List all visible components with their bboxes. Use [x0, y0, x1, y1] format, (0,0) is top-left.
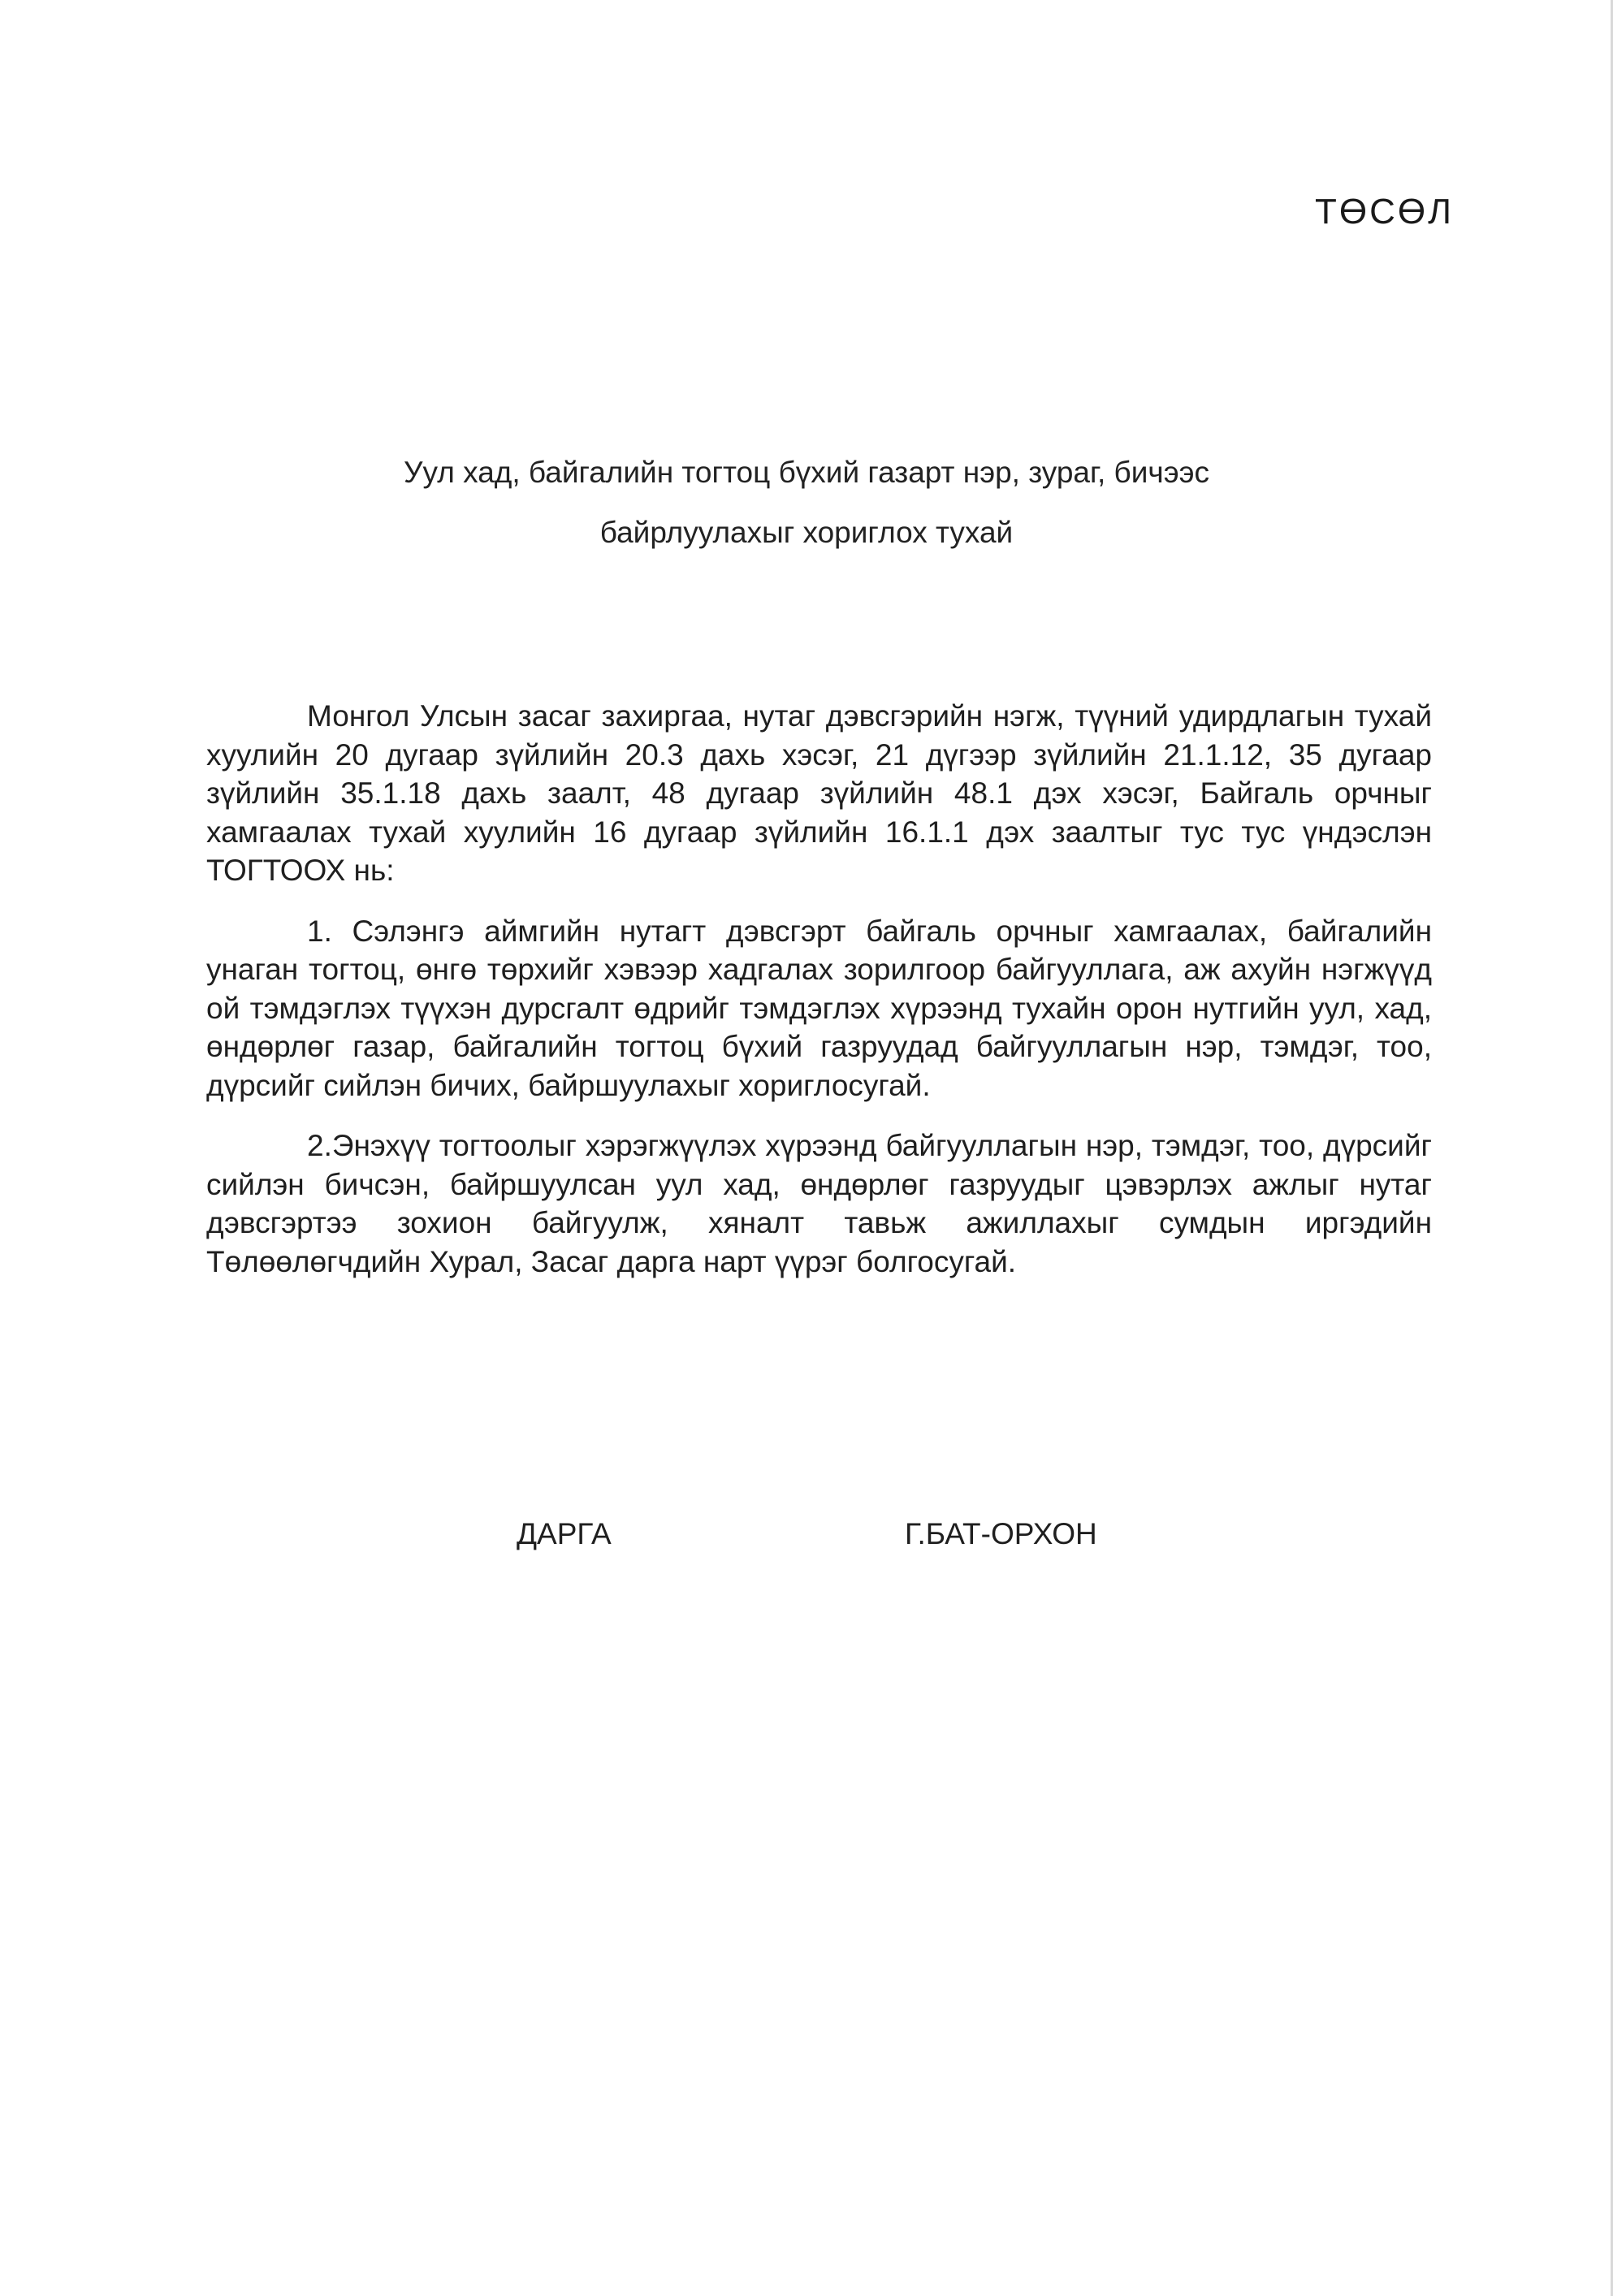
clause-2-paragraph: 2.Энэхүү тогтоолыг хэрэгжүүлэх хүрээнд байгууллагын нэр, тэмдэг, тоо, дүрсийг сийлэн бичсэн, байршуулсан уул хад, өндөрлөг газруудыг цэвэрлэх ажлыг нутаг дэвсгэртээ зохион байгуулж, хяналт тавьж ажиллахыг сумдын иргэдийн Төлөөлөгчдийн Хурал, Засаг дарга нарт үүрэг болгосугай. — [206, 1129, 1432, 1278]
signatory-name: Г.БАТ-ОРХОН — [905, 1517, 1097, 1550]
draft-label: ТӨСӨЛ — [1315, 192, 1454, 231]
document-title — [244, 443, 1369, 563]
preamble-paragraph: Монгол Улсын засаг захиргаа, нутаг дэвсгэрийн нэгж, түүний удирдлагын тухай хуулийн 20 дугаар зүйлийн 20.3 дахь хэсэг, 21 дүгээр зүйлийн 21.1.12, 35 дугаар зүйлийн 35.1.18 дахь заалт, 48 дугаар зүйлийн 48.1 дэх хэсэг, Байгаль орчныг хамгаалах тухай хуулийн 16 дугаар зүйлийн 16.1.1 дэх заалтыг тус тус үндэслэн ТОГТООХ нь: — [206, 699, 1432, 887]
signatory-position: ДАРГА — [517, 1517, 612, 1550]
document-body — [206, 697, 1432, 1281]
title-line-1: Уул хад, байгалийн тогтоц бүхий газарт нэр, зураг, бичээс — [404, 456, 1209, 489]
clause-1-paragraph: 1. Сэлэнгэ аймгийн нутагт дэвсгэрт байгаль орчныг хамгаалах, байгалийн унаган тогтоц, өнгө төрхийг хэвээр хадгалах зорилгоор байгууллага, аж ахуйн нэгжүүд ой тэмдэглэх түүхэн дурсгалт өдрийг тэмдэглэх хүрээнд тухайн орон нутгийн уул, хад, өндөрлөг газар, байгалийн тогтоц бүхий газруудад байгууллагын нэр, тэмдэг, тоо, дүрсийг сийлэн бичих, байршуулахыг хориглосугай. — [206, 914, 1432, 1102]
signature-block — [0, 1517, 1613, 1558]
title-line-2: байрлуулахыг хориглох тухай — [599, 516, 1014, 549]
